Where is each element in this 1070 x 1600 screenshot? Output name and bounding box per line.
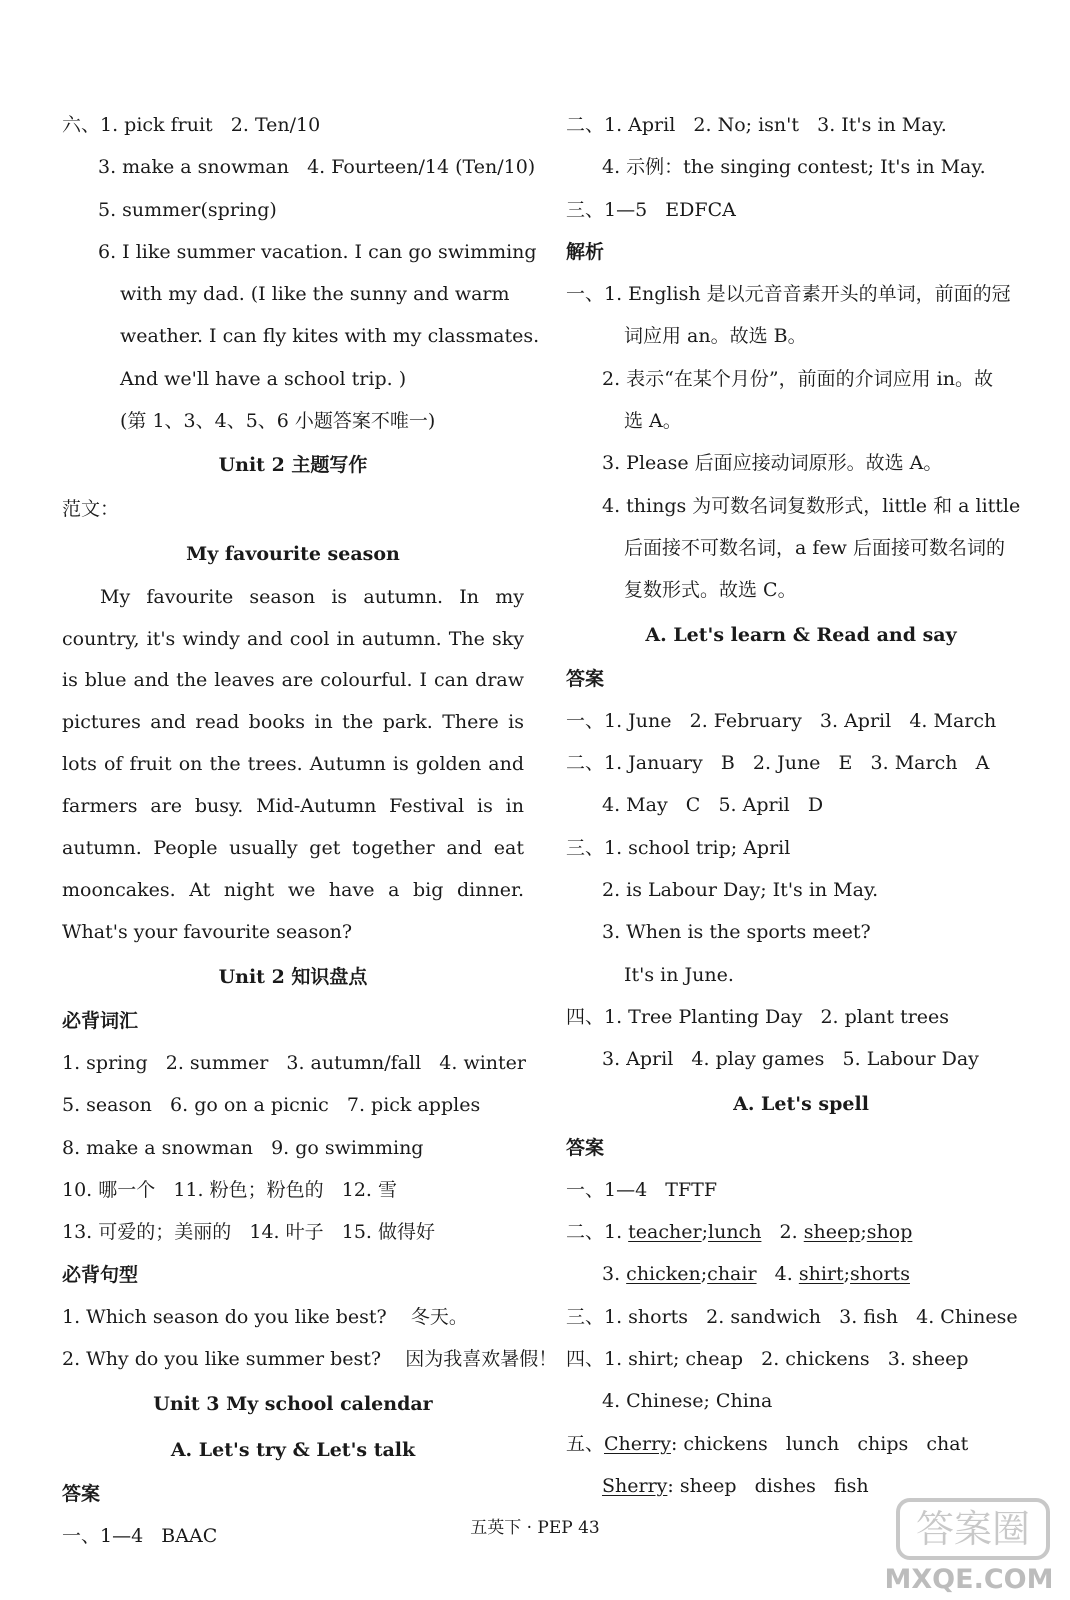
section6-line5: with my dad. (I like the sunny and warm [120, 283, 510, 306]
answer-label: 答案 [62, 1482, 101, 1505]
sentence-line1: 1. Which season do you like best? 冬天。 [62, 1305, 468, 1328]
sentence-line2: 2. Why do you like summer best? 因为我喜欢暑假！ [62, 1348, 558, 1371]
learn-line6: 3. When is the sports meet? [602, 921, 871, 944]
spell-line2 [566, 1211, 1036, 1253]
spell-line3-prefix: 3. [602, 1263, 627, 1286]
spell-line3 [566, 1253, 1036, 1295]
learn-line7: It's in June. [624, 963, 734, 986]
underlined-cherry: Cherry [604, 1432, 671, 1455]
site-watermark [874, 1494, 1064, 1594]
right-line1: 二、1. April 2. No; isn't 3. It's in May. [566, 114, 947, 136]
semicolon: ; [701, 1221, 708, 1244]
underlined-teacher: teacher [628, 1221, 702, 1244]
spell-line8-words: : sheep dishes fish [667, 1474, 869, 1497]
semicolon: ; [860, 1221, 867, 1244]
vocab-line2: 5. season 6. go on a picnic 7. pick apples [62, 1094, 481, 1117]
right-line2: 4. 示例：the singing contest; It's in May. [602, 156, 986, 179]
learn-answer-label: 答案 [566, 667, 605, 690]
analysis-label: 解析 [566, 240, 605, 263]
spell-line2-prefix: 二、1. [566, 1221, 629, 1244]
watermark-url: MXQE.COM [884, 1564, 1054, 1594]
watermark-logo-text: 答案圈 [915, 1507, 1031, 1551]
analysis-line6: 4. things 为可数名词复数形式，little 和 a little [602, 494, 1021, 517]
spell-line7 [566, 1423, 1036, 1465]
vocab-line5: 13. 可爱的；美丽的 14. 叶子 15. 做得好 [62, 1221, 436, 1244]
analysis-line3: 2. 表示“在某个月份”，前面的介词应用 in。故 [602, 367, 993, 390]
vocab-line1: 1. spring 2. summer 3. autumn/fall 4. winter [62, 1052, 526, 1075]
essay-body: My favourite season is autumn. In my country, it's windy and cool in autumn. The sky is blue and the leaves are colourful. I can draw pictures and read books in the park. There is lots of fruit on the trees. Autumn is golden and farmers are busy. Mid-Autumn Festival is in autumn. People usually get together and eat mooncakes. At night we have a big dinner. What's your favourite season? [62, 585, 524, 943]
unit2-writing-title: Unit 2 主题写作 [218, 454, 368, 477]
vocab-line4: 10. 哪一个 11. 粉色；粉色的 12. 雪 [62, 1179, 398, 1202]
underlined-sheep: sheep [803, 1221, 861, 1244]
section6-line2: 3. make a snowman 4. Fourteen/14 (Ten/10) [98, 156, 536, 179]
section6-line3: 5. summer(spring) [98, 198, 277, 221]
vocab-label: 必背词汇 [62, 1009, 139, 1032]
spell-title: A. Let's spell [733, 1092, 869, 1115]
unit2-review-title: Unit 2 知识盘点 [218, 965, 368, 988]
analysis-line7: 后面接不可数名词，a few 后面接可数名词的 [624, 536, 1005, 559]
essay-title: My favourite season [186, 542, 400, 565]
underlined-chair: chair [707, 1263, 757, 1286]
learn-line9: 3. April 4. play games 5. Labour Day [602, 1048, 979, 1071]
page-footer: 五英下 · PEP 43 [470, 1518, 600, 1538]
section6-line4: 6. I like summer vacation. I can go swimming [98, 240, 537, 263]
unit3-answer-line1: 一、1—4 BAAC [62, 1524, 218, 1547]
section6-note: (第 1、3、4、5、6 小题答案不唯一) [120, 410, 436, 433]
underlined-shop: shop [866, 1221, 913, 1244]
underlined-lunch: lunch [708, 1221, 762, 1244]
analysis-line2: 词应用 an。故选 B。 [624, 325, 807, 348]
spell-line4: 三、1. shorts 2. sandwich 3. fish 4. Chinese [566, 1305, 1018, 1328]
spell-answer-label: 答案 [566, 1136, 605, 1159]
spell-line7-prefix: 五、 [566, 1432, 605, 1455]
learn-line8: 四、1. Tree Planting Day 2. plant trees [566, 1005, 950, 1028]
sentence-label: 必背句型 [62, 1263, 139, 1286]
section6-line6: weather. I can fly kites with my classmates. [120, 325, 540, 348]
learn-line3: 4. May C 5. April D [602, 794, 824, 817]
right-line3: 三、1—5 EDFCA [566, 198, 736, 221]
watermark-logo-icon [874, 1494, 1064, 1594]
spell-line6: 4. Chinese; China [602, 1390, 773, 1413]
learn-line5: 2. is Labour Day; It's in May. [602, 879, 879, 902]
unit3-subtitle: A. Let's try & Let's talk [170, 1438, 416, 1461]
analysis-line1: 一、1. English 是以元音音素开头的单词，前面的冠 [566, 283, 1011, 306]
vocab-line3: 8. make a snowman 9. go swimming [62, 1136, 424, 1159]
analysis-line8: 复数形式。故选 C。 [624, 579, 797, 602]
spell-line1: 一、1—4 TFTF [566, 1178, 718, 1201]
right-column [566, 104, 1036, 1507]
sample-label: 范文： [62, 498, 120, 521]
unit3-title: Unit 3 My school calendar [153, 1392, 433, 1415]
section6-line7: And we'll have a school trip. ) [120, 367, 407, 390]
underlined-sherry: Sherry [602, 1474, 668, 1497]
learn-line1: 一、1. June 2. February 3. April 4. March [566, 709, 997, 732]
learn-line2: 二、1. January B 2. June E 3. March A [566, 752, 990, 775]
underlined-shorts: shorts [850, 1263, 910, 1286]
learn-title: A. Let's learn & Read and say [645, 623, 957, 646]
section6-line1: 六、1. pick fruit 2. Ten/10 [62, 114, 321, 136]
analysis-line4: 选 A。 [624, 410, 682, 433]
learn-line4: 三、1. school trip; April [566, 836, 791, 859]
spell-line2-num2: 2. [761, 1221, 804, 1244]
semicolon: ; [843, 1263, 851, 1286]
analysis-line5: 3. Please 后面应接动词原形。故选 A。 [602, 452, 943, 475]
spell-line7-words: : chickens lunch chips chat [670, 1432, 969, 1455]
underlined-chicken: chicken [626, 1263, 701, 1286]
spell-line3-num4: 4. [756, 1263, 799, 1286]
spell-line5: 四、1. shirt; cheap 2. chickens 3. sheep [566, 1348, 969, 1371]
semicolon: ; [700, 1263, 708, 1286]
underlined-shirt: shirt [798, 1263, 844, 1286]
